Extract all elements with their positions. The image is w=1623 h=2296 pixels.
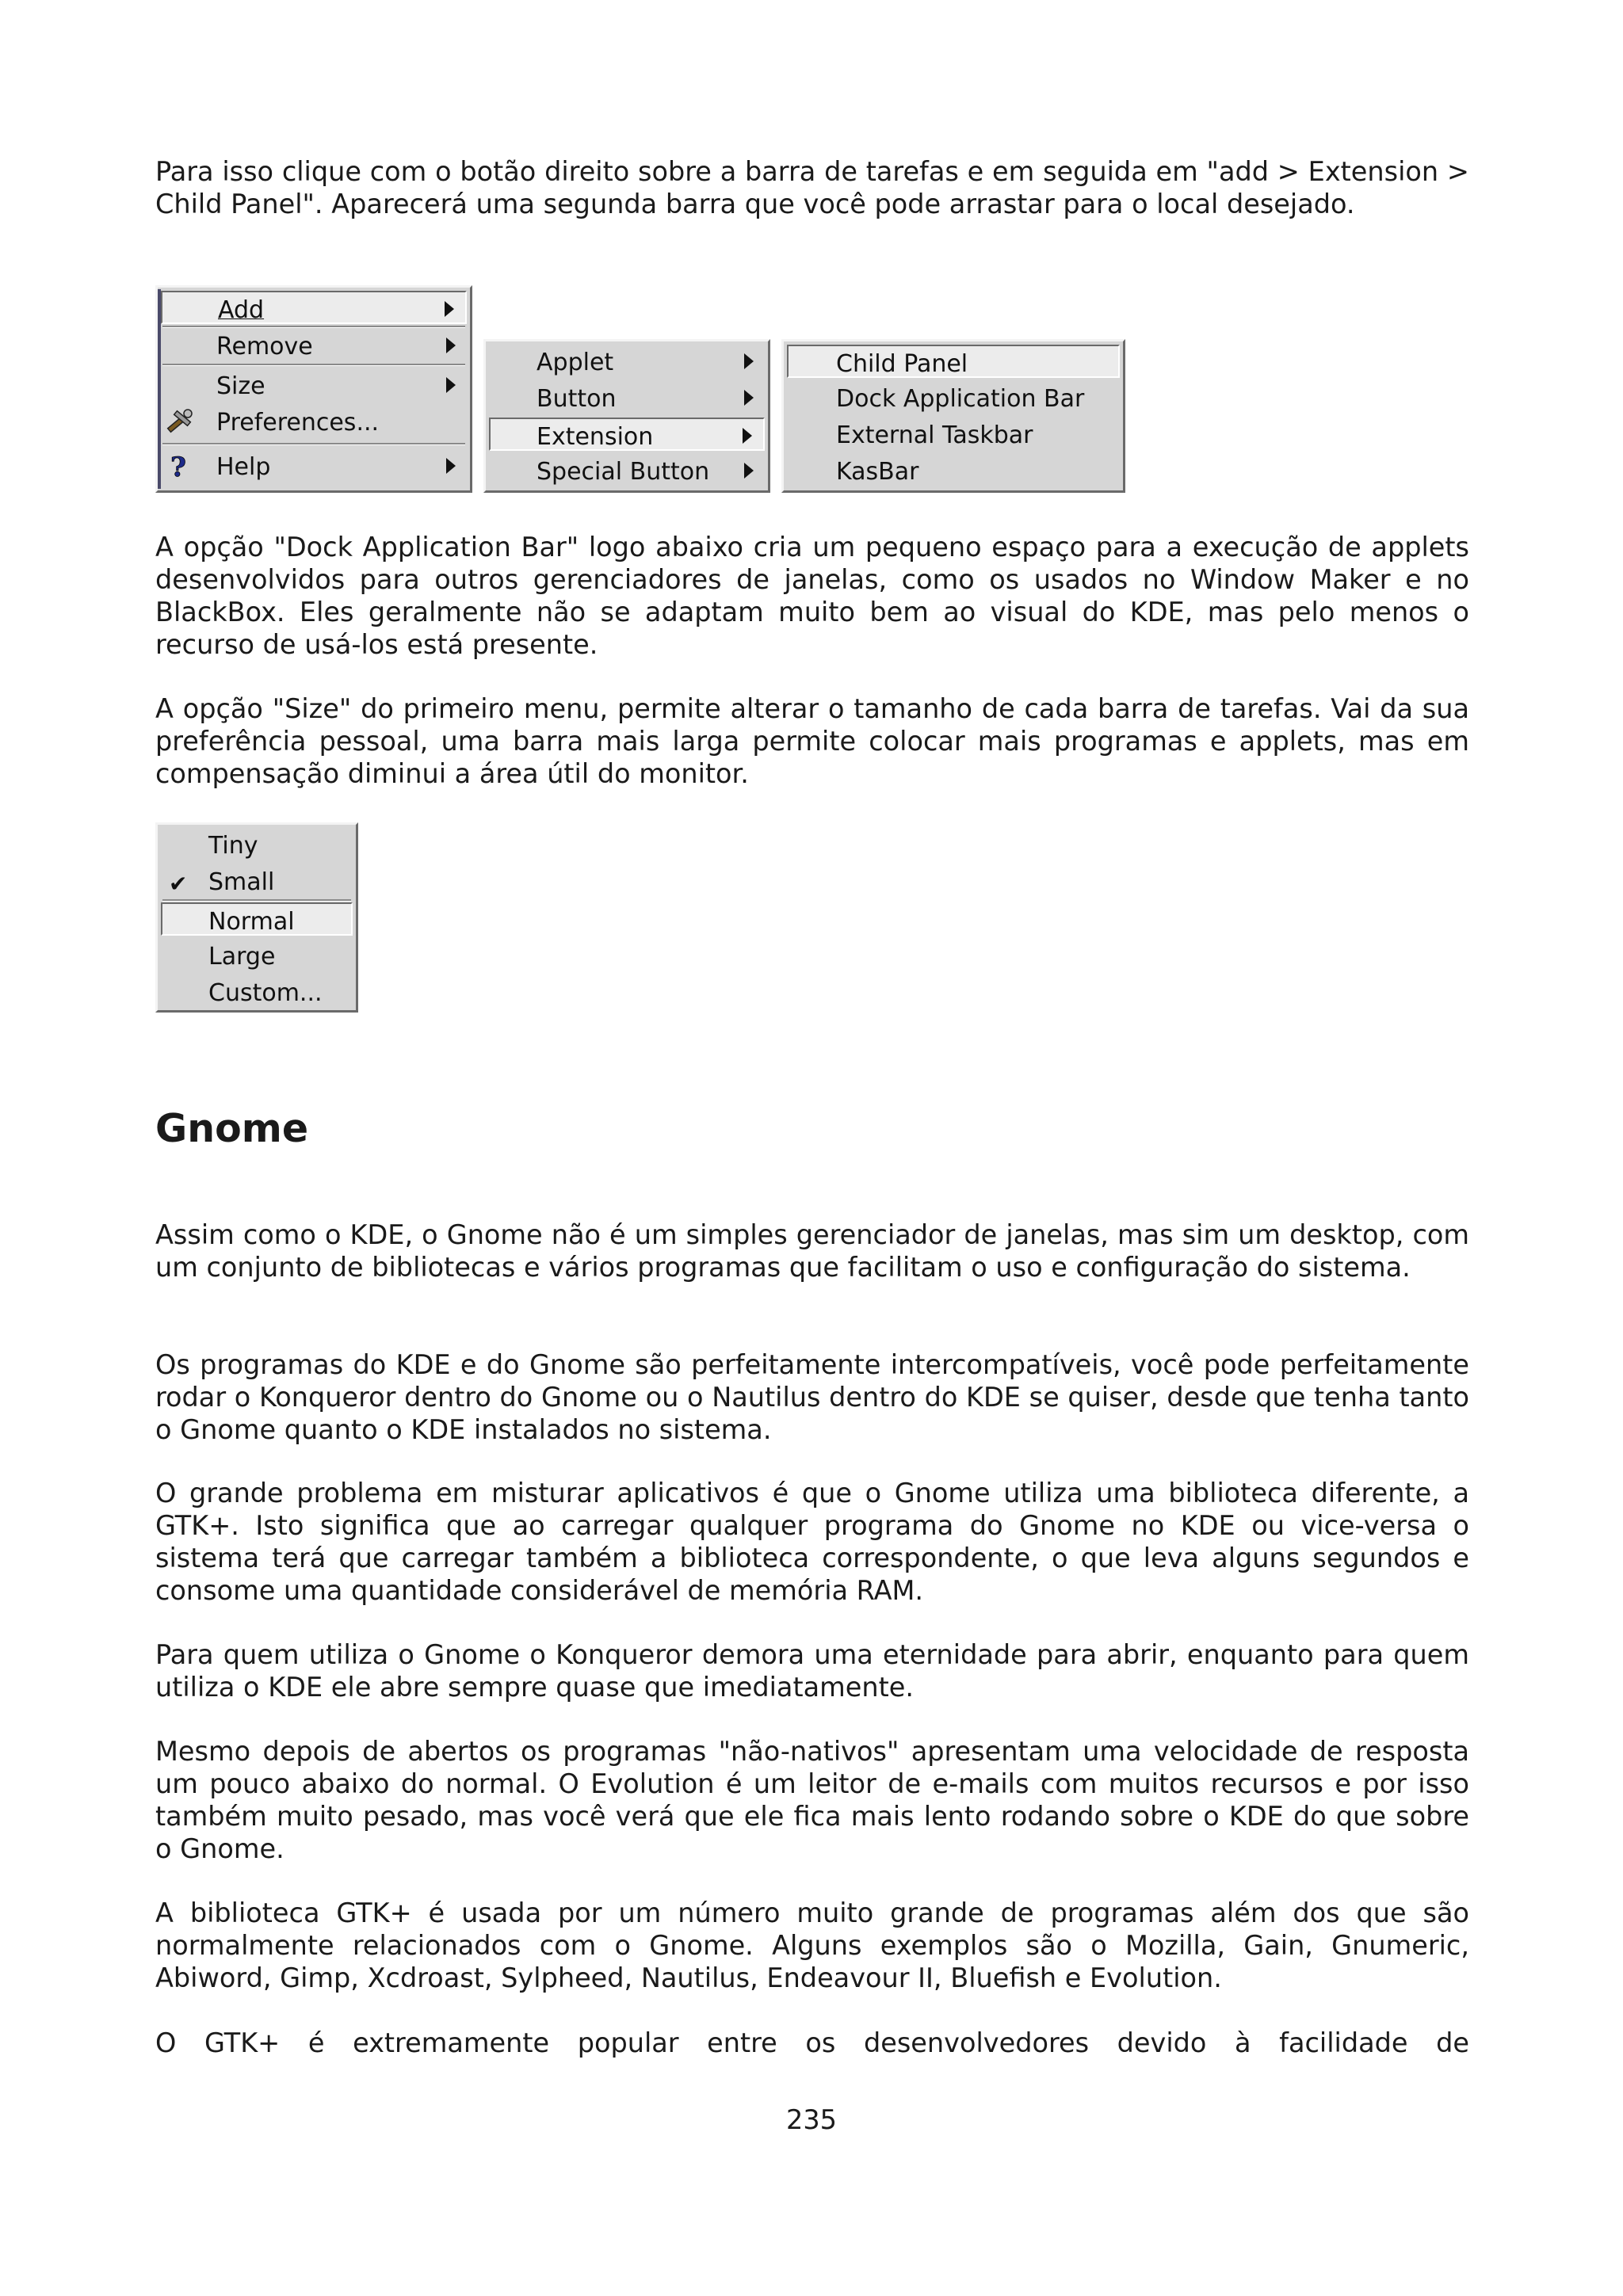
- menu-item-size[interactable]: [161, 368, 467, 402]
- submenu-arrow-icon: [744, 390, 754, 406]
- menu-item-extension-label: Extension: [537, 423, 654, 451]
- paragraph-2: A opção "Dock Application Bar" logo abaixo cria um pequeno espaço para a execução de applets desenvolvidos para outros gerenciadores de janelas, como os usados no Window Maker e no BlackBox. Eles geralmente não se adaptam muito bem ao visual do KDE, mas pelo menos o recurso de usá-los está presente.: [155, 532, 1469, 660]
- panel-context-menu: [155, 285, 472, 493]
- paragraph-5: Os programas do KDE e do Gnome são perfeitamente intercompatíveis, você pode perfeitamente rodar o Konqueror dentro do Gnome ou o Nautilus dentro do KDE se quiser, desde que tenha tanto o Gnome quanto o KDE instalados no sistema.: [155, 1349, 1469, 1445]
- paragraph-6: O grande problema em misturar aplicativos é que o Gnome utiliza uma biblioteca diferente, a GTK+. Isto significa que ao carregar qualquer programa do Gnome no KDE ou vice-versa o sistema terá que carregar também a biblioteca correspondente, o que leva alguns segundos e consome uma quantidade considerável de memória RAM.: [155, 1478, 1469, 1606]
- menu-item-dock-application-bar[interactable]: [787, 381, 1120, 414]
- menu-item-dock-application-bar-label: Dock Application Bar: [836, 385, 1085, 413]
- menu-item-small-label: Small: [208, 868, 275, 896]
- menu-item-kasbar-label: KasBar: [836, 458, 919, 486]
- submenu-arrow-icon: [744, 463, 754, 479]
- menu-item-custom-label: Custom...: [208, 979, 323, 1007]
- submenu-arrow-icon: [743, 428, 752, 444]
- menu-item-remove[interactable]: [161, 329, 467, 362]
- menu-item-help-label: Help: [216, 453, 271, 481]
- paragraph-3: A opção "Size" do primeiro menu, permite alterar o tamanho de cada barra de tarefas. Vai da sua preferência pessoal, uma barra mais larga permite colocar mais programas e applets, mas em compensação diminui a área útil do monitor.: [155, 693, 1469, 789]
- paragraph-7: Para quem utiliza o Gnome o Konqueror demora uma eternidade para abrir, enquanto para quem utiliza o KDE ele abre sempre quase que imediatamente.: [155, 1639, 1469, 1703]
- menu-item-applet-label: Applet: [537, 349, 614, 376]
- menu-item-applet[interactable]: [489, 345, 765, 378]
- menu-item-add-label: Add: [218, 296, 265, 324]
- menu-item-special-button-label: Special Button: [537, 458, 710, 486]
- tools-icon: [164, 408, 196, 435]
- paragraph-9: A biblioteca GTK+ é usada por um número muito grande de programas além dos que são normalmente relacionados com o Gnome. Alguns exemplos são o Mozilla, Gain, Gnumeric, Abiword, Gimp, Xcdroast, Sylpheed, Nautilus, Endeavour II, Bluefish e Evolution.: [155, 1897, 1469, 1993]
- paragraph-4: Assim como o KDE, o Gnome não é um simples gerenciador de janelas, mas sim um desktop, com um conjunto de bibliotecas e vários programas que facilitam o uso e configuração do sistema.: [155, 1219, 1469, 1283]
- menu-item-child-panel-label: Child Panel: [836, 350, 968, 378]
- paragraph-1: Para isso clique com o botão direito sobre a barra de tarefas e em seguida em "add > Extension > Child Panel". Aparecerá uma segunda barra que você pode arrastar para o local desejado.: [155, 156, 1469, 219]
- menu-item-small[interactable]: [161, 864, 353, 898]
- add-submenu: [483, 339, 770, 493]
- extension-submenu: [781, 339, 1125, 493]
- submenu-arrow-icon: [446, 458, 456, 474]
- menu-item-external-taskbar-label: External Taskbar: [836, 421, 1033, 449]
- section-heading: Gnome: [155, 1106, 309, 1151]
- menu-item-button-label: Button: [537, 385, 617, 413]
- menu-separator: [162, 326, 465, 328]
- menu-item-tiny-label: Tiny: [208, 832, 258, 860]
- menu-item-normal[interactable]: [161, 902, 353, 936]
- menu-separator: [162, 364, 465, 366]
- menu-item-special-button[interactable]: [489, 454, 765, 487]
- menu-item-add[interactable]: [161, 291, 467, 324]
- menu-item-large[interactable]: [161, 939, 353, 972]
- paragraph-8: Mesmo depois de abertos os programas "não-nativos" apresentam uma velocidade de resposta um pouco abaixo do normal. O Evolution é um leitor de e-mails com muitos recursos e por isso também muito pesado, mas você verá que ele fica mais lento rodando sobre o KDE do que sobre o Gnome.: [155, 1736, 1469, 1864]
- menu-item-size-label: Size: [216, 372, 265, 400]
- menu-separator: [162, 443, 465, 445]
- menu-item-external-taskbar[interactable]: [787, 418, 1120, 451]
- menu-item-preferences-label: Preferences...: [216, 409, 380, 437]
- menu-separator: [162, 899, 351, 902]
- svg-text:?: ?: [170, 452, 186, 479]
- submenu-arrow-icon: [446, 338, 456, 353]
- page-number: 235: [786, 2104, 837, 2135]
- menu-item-tiny[interactable]: [161, 828, 353, 861]
- menu-item-help[interactable]: [161, 449, 467, 482]
- menu-item-custom[interactable]: [161, 975, 353, 1009]
- menu-item-child-panel[interactable]: [787, 345, 1120, 378]
- check-icon: ✔: [169, 871, 188, 897]
- menu-item-remove-label: Remove: [216, 333, 313, 360]
- submenu-arrow-icon: [744, 353, 754, 369]
- help-question-icon: [164, 452, 196, 479]
- submenu-arrow-icon: [446, 377, 456, 393]
- menu-item-extension[interactable]: [489, 418, 765, 451]
- menu-item-normal-label: Normal: [208, 908, 295, 936]
- menu-item-large-label: Large: [208, 943, 276, 971]
- paragraph-10: O GTK+ é extremamente popular entre os desenvolvedores devido à facilidade de: [155, 2027, 1469, 2058]
- submenu-arrow-icon: [445, 301, 454, 317]
- menu-item-preferences[interactable]: [161, 405, 467, 438]
- size-menu: [155, 822, 358, 1013]
- menu-item-button[interactable]: [489, 381, 765, 414]
- menu-item-kasbar[interactable]: [787, 454, 1120, 487]
